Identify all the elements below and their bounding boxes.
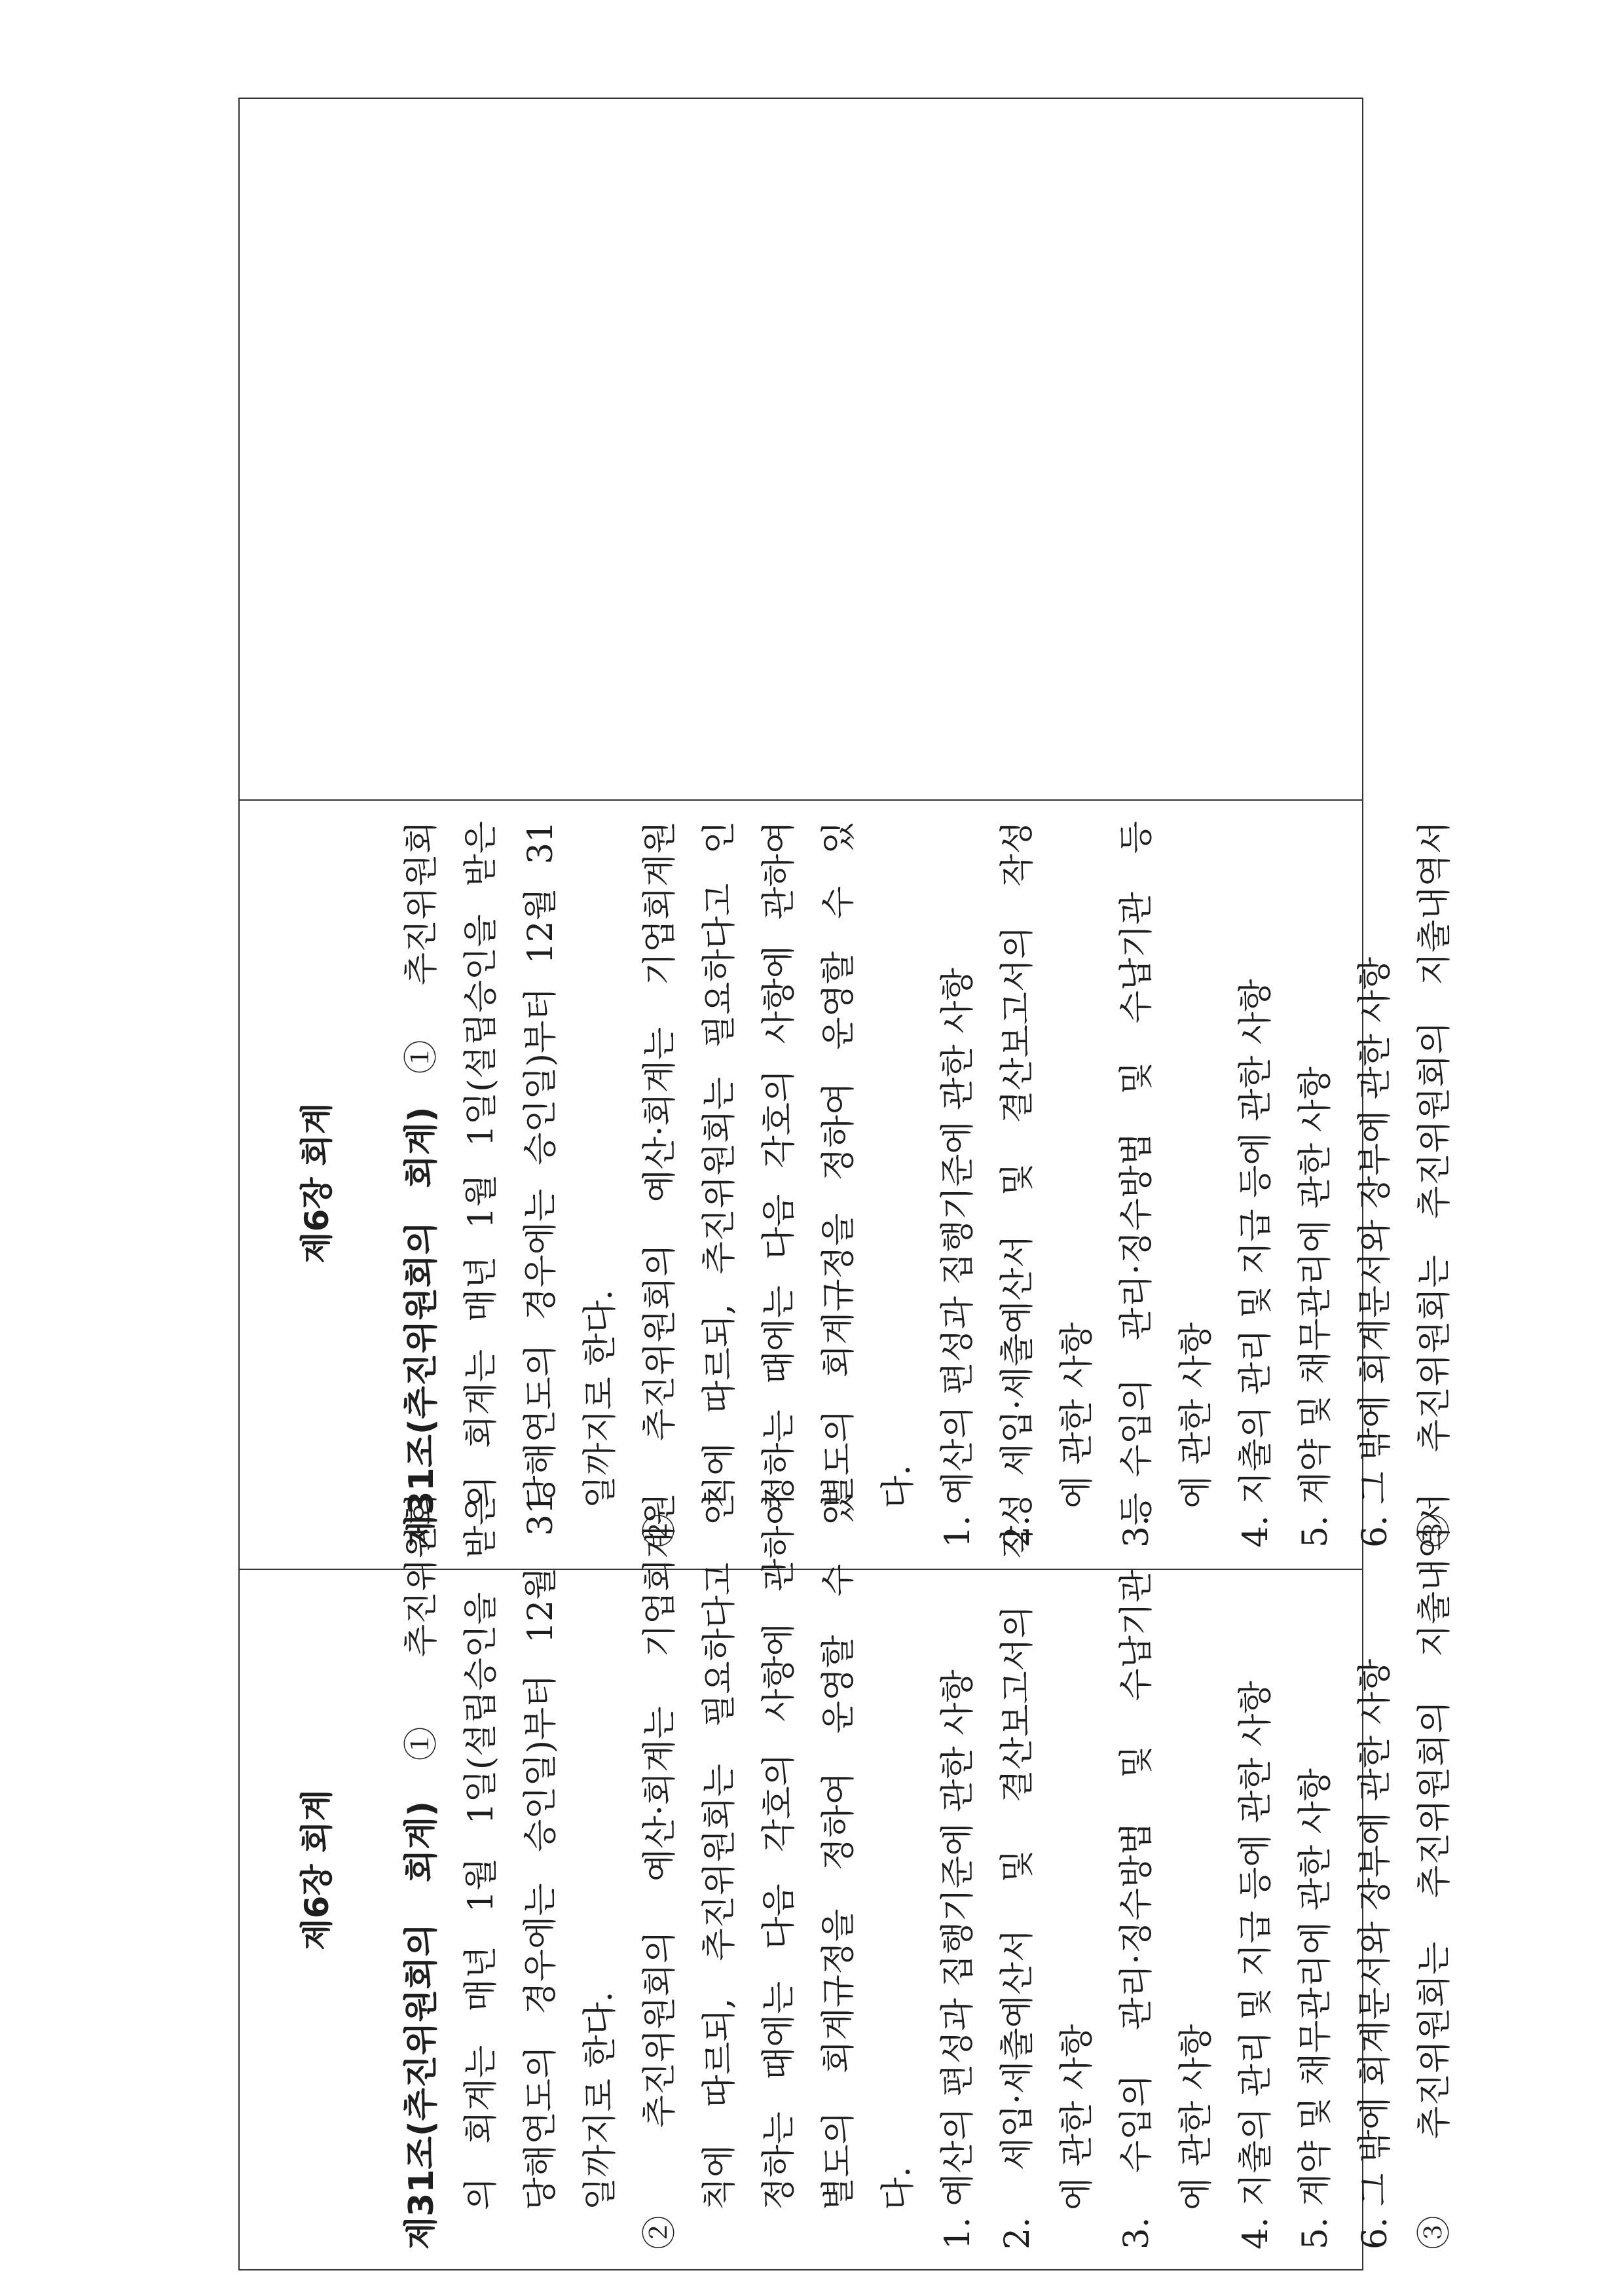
column-right bbox=[238, 799, 1454, 1567]
chapter-title: 제6장 회계 bbox=[298, 1102, 336, 1264]
column-left bbox=[238, 1470, 1454, 2269]
article-heading: 제31조(추진위원회의 회계) bbox=[402, 1106, 441, 1548]
article-text: 제31조(추진위원회의 회계) ① 추진위원회 의 회계는 매년 1월 1일(설립승인을 받은 당해연도의 경우에는 승인일)부터 12월 31 일까지로 한다. ② 추진위원회의 예산·회계는 기업회계원 칙에 따르되, 추진위원회는 필요하다고 인 정하는 때에는 다음 각호의 사항에 관하여 별도의 회계규정을 정하여 운영할 수 있 다. 1. 예산의 편성과 집행기준에 관한 사항 2. 세입·세출예산서 및 결산보고서의 작성 에 관한 사항 3. 수입의 관리·징수방법 및 수납기관 등 에 관한 사항 4. 지출의 관리 및 지급 등에 관한 사항 5. 계약 및 채무관리에 관한 사항 6. 그 밖에 회계문서와 장부에 관한 사항 ③ 추진위원회는 추진위원회의 지출내역서 bbox=[402, 821, 1454, 1548]
chapter-title: 제6장 회계 bbox=[298, 1789, 336, 1950]
article-text: 제31조(추진위원회의 회계) ① 추진위원회 의 회계는 매년 1월 1일(설립승인을 받은 당해연도의 경우에는 승인일)부터 12월 31 일까지로 한다. ② 추진위원회의 예산·회계는 기업회계원 칙에 따르되, 추진위원회는 필요하다고 인 정하는 때에는 다음 각호의 사항에 관하여 별도의 회계규정을 정하여 운영할 수 있 다. 1. 예산의 편성과 집행기준에 관한 사항 2. 세입·세출예산서 및 결산보고서의 작성 에 관한 사항 3. 수입의 관리·징수방법 및 수납기관 등 에 관한 사항 4. 지출의 관리 및 지급 등에 관한 사항 5. 계약 및 채무관리에 관한 사항 6. 그 밖에 회계문서와 장부에 관한 사항 ③ 추진위원회는 추진위원회의 지출내역서 bbox=[402, 1493, 1454, 2250]
article-heading: 제31조(추진위원회의 회계) bbox=[402, 1800, 441, 2250]
